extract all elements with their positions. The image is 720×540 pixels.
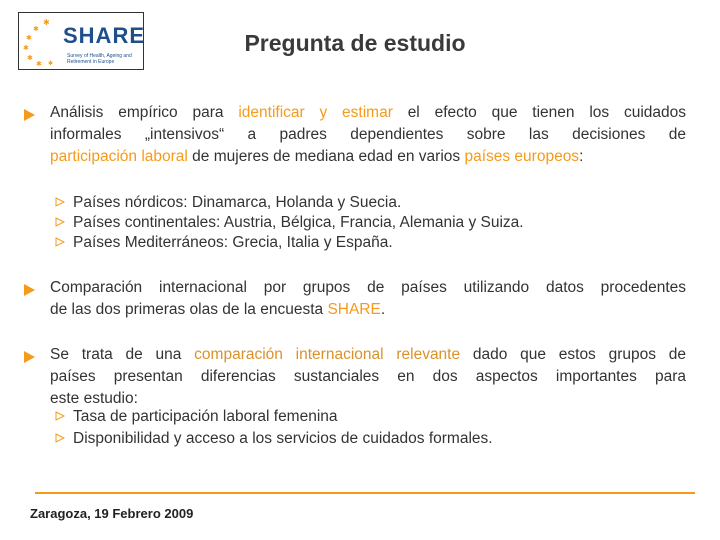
text-segment: informales „intensivos“ a padres dependientes sobre las decisiones de xyxy=(50,126,686,143)
footer-divider xyxy=(35,492,695,494)
text-segment: dado que estos grupos de xyxy=(460,346,686,363)
text-segment: . xyxy=(380,301,386,318)
sub-item-label: Tasa de participación laboral femenina xyxy=(73,408,338,425)
highlight-text: SHARE xyxy=(327,301,381,318)
outline-triangle-bullet-icon xyxy=(55,192,73,214)
svg-text:✱: ✱ xyxy=(26,35,32,42)
text-segment: Análisis empírico para xyxy=(50,104,239,121)
svg-text:✱: ✱ xyxy=(23,45,29,52)
highlight-text: identificar y estimar xyxy=(238,104,393,121)
svg-text:✱: ✱ xyxy=(27,55,33,62)
logo-word: SHARE xyxy=(63,23,146,48)
paragraph-1 xyxy=(50,102,686,168)
text-segment: Se trata de una xyxy=(50,346,195,363)
sub-item xyxy=(55,232,393,254)
paragraph-3 xyxy=(50,344,686,410)
svg-text:✱: ✱ xyxy=(33,26,39,33)
highlight-text: comparación internacional relevante xyxy=(194,346,461,363)
filled-triangle-bullet-icon xyxy=(22,108,36,122)
logo-subtitle: Survey of Health, Ageing and Retirement in Europe xyxy=(67,53,132,65)
share-logo xyxy=(18,12,144,70)
text-segment: países presentan diferencias sustanciales en dos aspectos importantes para xyxy=(50,368,686,385)
outline-triangle-bullet-icon xyxy=(55,428,73,450)
filled-triangle-bullet-icon xyxy=(22,283,36,297)
page-title: Pregunta de estudio xyxy=(244,30,466,56)
text-segment: este estudio: xyxy=(50,390,138,407)
text-segment: Comparación internacional por grupos de países utilizando datos procedentes xyxy=(50,279,686,296)
svg-text:✱: ✱ xyxy=(48,61,54,67)
highlight-text: países europeos xyxy=(464,148,580,165)
sub-item-label: Países Mediterráneos: Grecia, Italia y España. xyxy=(73,234,393,251)
svg-text:✱: ✱ xyxy=(36,61,42,67)
sub-item xyxy=(55,192,401,214)
outline-triangle-bullet-icon xyxy=(55,406,73,428)
text-segment: : xyxy=(579,148,584,165)
sub-item-label: Países continentales: Austria, Bélgica, Francia, Alemania y Suiza. xyxy=(73,214,524,231)
filled-triangle-bullet-icon xyxy=(22,350,36,364)
stars-arc-icon xyxy=(21,15,61,67)
sub-item-label: Disponibilidad y acceso a los servicios de cuidados formales. xyxy=(73,430,493,447)
outline-triangle-bullet-icon xyxy=(55,232,73,254)
sub-item-label: Países nórdicos: Dinamarca, Holanda y Suecia. xyxy=(73,194,402,211)
svg-text:✱: ✱ xyxy=(43,18,50,27)
highlight-text: participación laboral xyxy=(50,148,188,165)
paragraph-2 xyxy=(50,277,686,321)
sub-item xyxy=(55,406,338,428)
text-segment: el efecto que tienen los cuidados xyxy=(392,104,687,121)
sub-item xyxy=(55,428,493,450)
footer-text: Zaragoza, 19 Febrero 2009 xyxy=(30,506,194,521)
text-segment: de las dos primeras olas de la encuesta xyxy=(50,301,328,318)
sub-item xyxy=(55,212,524,234)
outline-triangle-bullet-icon xyxy=(55,212,73,234)
text-segment: de mujeres de mediana edad en varios xyxy=(187,148,465,165)
